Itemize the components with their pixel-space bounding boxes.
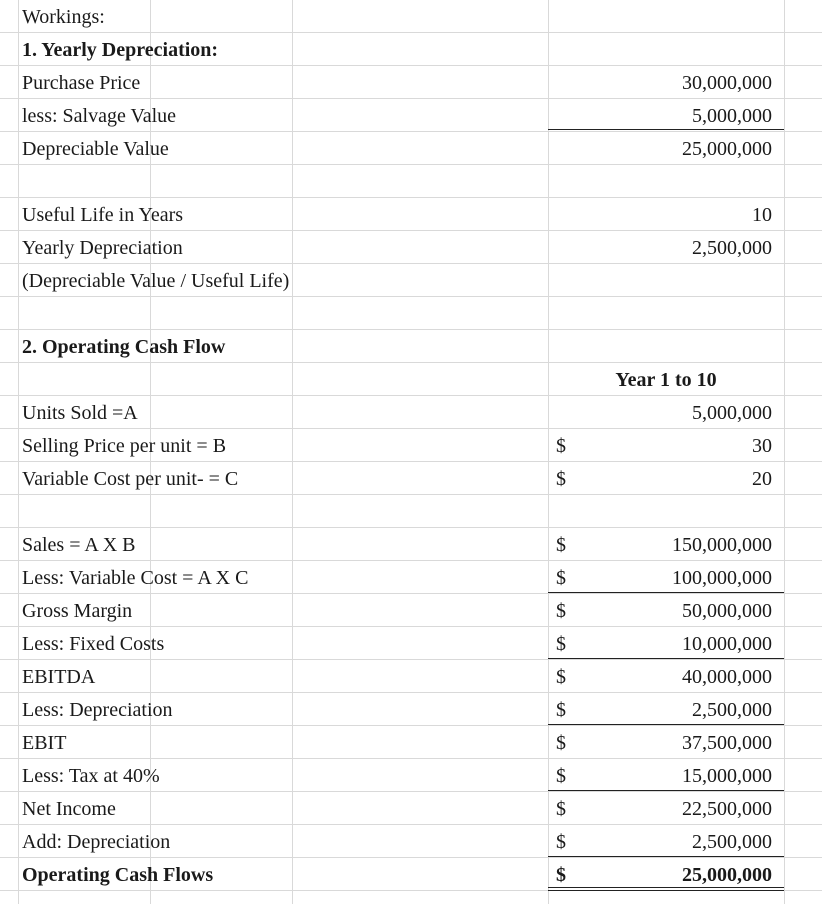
row-value: 2,500,000 [692, 699, 772, 721]
sheet-row[interactable] [0, 231, 822, 264]
row-label: Less: Variable Cost = A X C [22, 567, 249, 589]
row-label: Units Sold =A [22, 402, 138, 424]
sheet-row[interactable] [0, 693, 822, 726]
row-label: Variable Cost per unit- = C [22, 468, 239, 490]
row-value: 50,000,000 [682, 600, 772, 622]
row-value: 40,000,000 [682, 666, 772, 688]
sheet-row[interactable] [0, 825, 822, 858]
section2-title: 2. Operating Cash Flow [22, 336, 226, 358]
currency-symbol: $ [556, 798, 566, 820]
row-value: 37,500,000 [682, 732, 772, 754]
row-value: 25,000,000 [682, 864, 772, 886]
currency-symbol: $ [556, 633, 566, 655]
currency-symbol: $ [556, 435, 566, 457]
sheet-row[interactable] [0, 660, 822, 693]
total-double-rule [548, 887, 784, 891]
sheet-row[interactable] [0, 132, 822, 165]
sheet-row[interactable] [0, 594, 822, 627]
currency-symbol: $ [556, 831, 566, 853]
sheet-row[interactable] [0, 198, 822, 231]
row-label: Yearly Depreciation [22, 237, 183, 259]
sheet-row[interactable] [0, 330, 822, 363]
sheet-row[interactable] [0, 99, 822, 132]
row-label: (Depreciable Value / Useful Life) [22, 270, 290, 292]
sheet-row[interactable] [0, 726, 822, 759]
subtotal-rule [548, 658, 784, 659]
row-value: 100,000,000 [672, 567, 772, 589]
row-value: 22,500,000 [682, 798, 772, 820]
row-label: Sales = A X B [22, 534, 136, 556]
row-label: EBITDA [22, 666, 96, 688]
currency-symbol: $ [556, 468, 566, 490]
row-label: EBIT [22, 732, 67, 754]
row-value: 30 [752, 435, 772, 457]
sheet-row[interactable] [0, 759, 822, 792]
subtotal-rule [548, 592, 784, 593]
row-label: Gross Margin [22, 600, 133, 622]
row-label: Purchase Price [22, 72, 141, 94]
sheet-row[interactable] [0, 165, 822, 198]
sheet-row[interactable] [0, 792, 822, 825]
subtotal-rule [548, 129, 784, 130]
workings-title: Workings: [22, 6, 105, 28]
currency-symbol: $ [556, 765, 566, 787]
row-label: Less: Tax at 40% [22, 765, 160, 787]
sheet-row[interactable] [0, 627, 822, 660]
column-header: Year 1 to 10 [615, 369, 717, 391]
sheet-row[interactable] [0, 33, 822, 66]
sheet-row[interactable] [0, 297, 822, 330]
sheet-row[interactable] [0, 363, 822, 396]
subtotal-rule [548, 856, 784, 857]
currency-symbol: $ [556, 864, 566, 886]
currency-symbol: $ [556, 567, 566, 589]
row-value: 2,500,000 [692, 831, 772, 853]
section1-title: 1. Yearly Depreciation: [22, 39, 219, 61]
row-label: Selling Price per unit = B [22, 435, 227, 457]
row-value: 150,000,000 [672, 534, 772, 556]
sheet-row[interactable] [0, 264, 822, 297]
currency-symbol [556, 396, 582, 428]
sheet-row[interactable] [0, 429, 822, 462]
row-value: 10,000,000 [682, 633, 772, 655]
subtotal-rule [548, 790, 784, 791]
row-value: 30,000,000 [682, 72, 772, 94]
sheet-row[interactable] [0, 495, 822, 528]
sheet-row[interactable] [0, 462, 822, 495]
currency-symbol: $ [556, 534, 566, 556]
sheet-row[interactable] [0, 528, 822, 561]
row-label: Depreciable Value [22, 138, 169, 160]
row-value: 25,000,000 [682, 138, 772, 160]
row-label: less: Salvage Value [22, 105, 177, 127]
sheet-row[interactable] [0, 66, 822, 99]
currency-symbol: $ [556, 666, 566, 688]
row-label: Add: Depreciation [22, 831, 171, 853]
row-value: 5,000,000 [692, 402, 772, 424]
row-value: 10 [752, 204, 772, 226]
row-label: Operating Cash Flows [22, 864, 214, 886]
row-label: Net Income [22, 798, 116, 820]
row-value: 2,500,000 [692, 237, 772, 259]
row-value: 15,000,000 [682, 765, 772, 787]
row-value: 5,000,000 [692, 105, 772, 127]
row-value: 20 [752, 468, 772, 490]
currency-symbol: $ [556, 600, 566, 622]
sheet-row[interactable] [0, 396, 822, 429]
subtotal-rule [548, 724, 784, 725]
row-label: Less: Depreciation [22, 699, 173, 721]
row-label: Less: Fixed Costs [22, 633, 165, 655]
currency-symbol: $ [556, 699, 566, 721]
sheet-row[interactable] [0, 561, 822, 594]
currency-symbol: $ [556, 732, 566, 754]
sheet-row[interactable] [0, 0, 822, 33]
row-label: Useful Life in Years [22, 204, 184, 226]
